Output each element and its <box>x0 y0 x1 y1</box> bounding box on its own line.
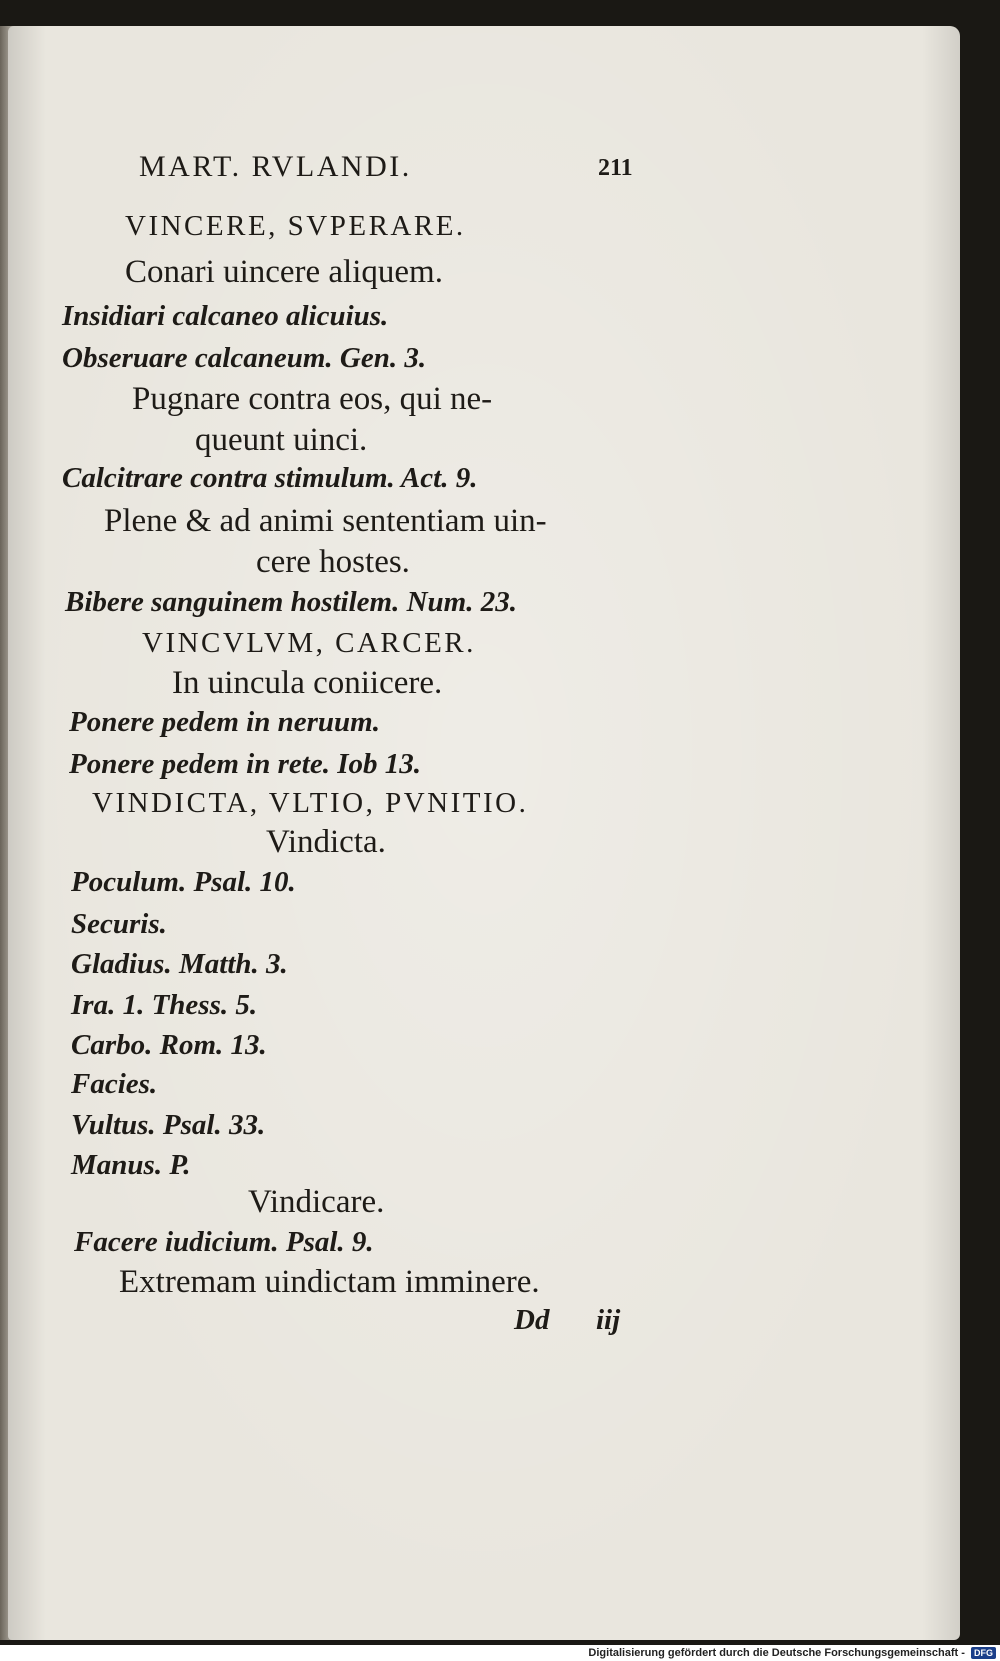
text-line: Pugnare contra eos, qui ne- <box>132 381 493 417</box>
text-line: Plene & ad animi sententiam uin- <box>104 503 547 539</box>
credit-text: Digitalisierung gefördert durch die Deutsche Forschungsgemeinschaft - <box>588 1647 965 1659</box>
signature-mark-left: Dd <box>514 1304 550 1336</box>
text-line: Extremam uindictam imminere. <box>119 1264 540 1300</box>
italic-line: Obseruare calcaneum. Gen. 3. <box>62 342 427 374</box>
italic-line: Manus. P. <box>71 1149 191 1181</box>
text-line: cere hostes. <box>256 544 410 580</box>
italic-line: Facies. <box>71 1068 158 1100</box>
signature-mark-right: iij <box>596 1304 621 1336</box>
italic-line: Securis. <box>71 908 167 940</box>
dfg-logo-icon: DFG <box>971 1647 996 1659</box>
italic-line: Calcitrare contra stimulum. Act. 9. <box>62 462 478 494</box>
subheading-vindicare: Vindicare. <box>248 1184 385 1220</box>
heading-vincere: VINCERE, SVPERARE. <box>125 210 466 242</box>
italic-line: Ponere pedem in rete. Iob 13. <box>69 748 421 780</box>
digitization-credit <box>588 1645 996 1661</box>
text-line: In uincula coniicere. <box>172 665 443 701</box>
heading-vinculum: VINCVLVM, CARCER. <box>142 627 476 659</box>
italic-line: Carbo. Rom. 13. <box>71 1029 267 1061</box>
italic-line: Poculum. Psal. 10. <box>71 866 296 898</box>
text-line: Conari uincere aliquem. <box>125 254 443 290</box>
book-page <box>8 26 960 1640</box>
italic-line: Insidiari calcaneo alicuius. <box>62 300 389 332</box>
italic-line: Ponere pedem in neruum. <box>69 706 380 738</box>
heading-vindicta: VINDICTA, VLTIO, PVNITIO. <box>92 787 529 819</box>
italic-line: Gladius. Matth. 3. <box>71 948 288 980</box>
page-number: 211 <box>598 155 633 181</box>
subheading-vindicta: Vindicta. <box>266 824 386 860</box>
italic-line: Facere iudicium. Psal. 9. <box>74 1226 374 1258</box>
italic-line: Bibere sanguinem hostilem. Num. 23. <box>65 586 517 618</box>
italic-line: Vultus. Psal. 33. <box>71 1109 266 1141</box>
text-line: queunt uinci. <box>195 422 368 458</box>
italic-line: Ira. 1. Thess. 5. <box>71 989 258 1021</box>
running-head: MART. RVLANDI. <box>139 150 412 183</box>
